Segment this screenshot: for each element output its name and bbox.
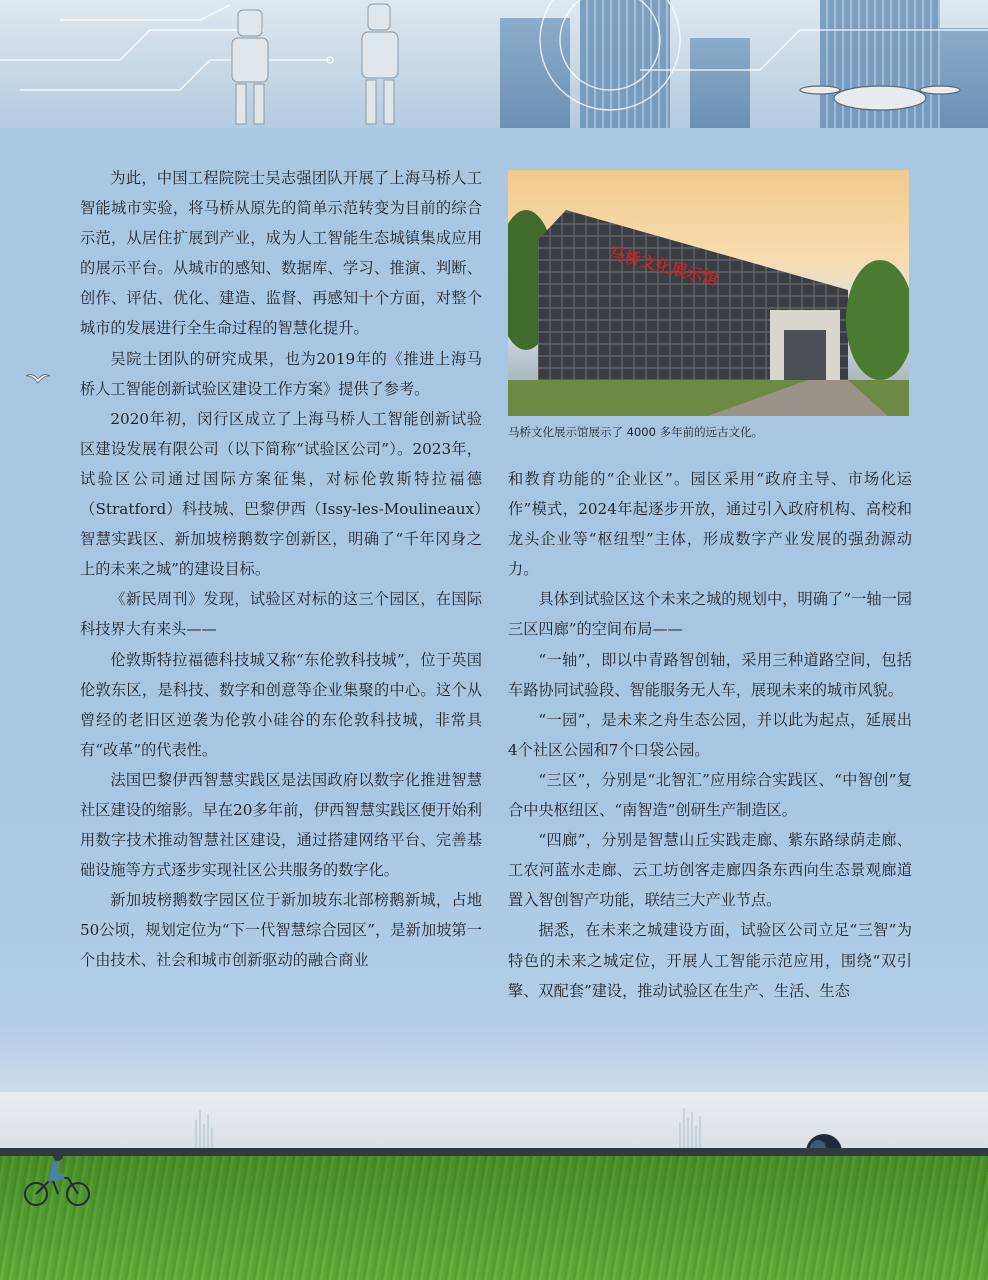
museum-photo [508,170,909,416]
paragraph: 为此，中国工程院院士吴志强团队开展了上海马桥人工智能城市实验，将马桥从原先的简单示范转变为目前的综合示范，从居住扩展到产业，成为人工智能生态城镇集成应用的展示平台。从城市的感知、数据库、学习、推演、判断、创作、评估、优化、建造、监督、再感知十个方面，对整个城市的发展进行全生命过程的智慧化提升。 [80,169,482,338]
paragraph: “一轴”，即以中青路智创轴，采用三种道路空间，包括车路协同试验段、智能服务无人车，展现未来的城市风貌。 [508,650,912,699]
paragraph: 据悉，在未来之城建设方面，试验区公司立足“三智”为特色的未来之城定位，开展人工智能示范应用，围绕“双引擎、双配套”建设，推动试验区在生产、生活、生态 [508,921,912,1000]
paragraph: 2020年初，闵行区成立了上海马桥人工智能创新试验区建设发展有限公司（以下简称“试验区公司”）。2023年，试验区公司通过国际方案征集，对标伦敦斯特拉福德（Stratford）科技城、巴黎伊西（Issy-les-Moulineaux）智慧实践区、新加坡榜鹅数字创新区，明确了“千年冈身之上的未来之城”的建设目标。 [80,409,482,579]
cyclist-icon [22,1150,92,1210]
paragraph: 法国巴黎伊西智慧实践区是法国政府以数字化推进智慧社区建设的缩影。早在20多年前，伊西智慧实践区便开始利用数字技术推动智慧社区建设，通过搭建网络平台、完善基础设施等方式逐步实现社区公共服务的数字化。 [80,770,482,880]
paragraph: 伦敦斯特拉福德科技城又称“东伦敦科技城”，位于英国伦敦东区，是科技、数字和创意等企业集聚的中心。这个从曾经的老旧区逆袭为伦敦小硅谷的东伦敦科技城，非常具有“改革”的代表性。 [80,650,482,759]
paragraph: 《新民周刊》发现，试验区对标的这三个园区，在国际科技界大有来头—— [80,590,482,639]
photo-caption: 马桥文化展示馆展示了 4000 多年前的远古文化。 [508,425,764,439]
bird-icon [26,372,50,386]
article-right-column [508,464,912,1006]
paragraph: “四廊”，分别是智慧山丘实践走廊、紫东路绿荫走廊、工农河蓝水走廊、云工坊创客走廊四条东西向生态景观廊道置入智创智产功能，联结三大产业节点。 [508,831,912,910]
paragraph: 吴院士团队的研究成果，也为2019年的《推进上海马桥人工智能创新试验区建设工作方案》提供了参考。 [80,349,482,398]
paragraph: 和教育功能的“企业区”。园区采用“政府主导、市场化运作”模式，2024年起逐步开放，通过引入政府机构、高校和龙头企业等“枢纽型”主体，形成数字产业发展的强劲源动力。 [508,470,912,579]
rail [0,1148,988,1156]
paragraph: 新加坡榜鹅数字园区位于新加坡东北部榜鹅新城，占地50公顷，规划定位为“下一代智慧综合园区”，是新加坡第一个由技术、社会和城市创新驱动的融合商业 [80,891,482,970]
museum-sign: 马桥文化展示馆 [607,243,721,289]
grass-lawn [0,1156,988,1280]
top-banner-image [0,0,988,128]
paragraph: “三区”，分别是“北智汇”应用综合实践区、“中智创”复合中央枢纽区、“南智造”创研生产制造区。 [508,770,912,820]
robot-icon [232,4,398,124]
drone-car-icon [800,86,960,110]
circuit-decoration [0,0,988,128]
paragraph: 具体到试验区这个未来之城的规划中，明确了“一轴一园三区四廊”的空间布局—— [508,590,912,639]
paragraph: “一园”，是未来之舟生态公园，并以此为起点，延展出4个社区公园和7个口袋公园。 [508,710,912,759]
article-left-column [80,163,482,976]
